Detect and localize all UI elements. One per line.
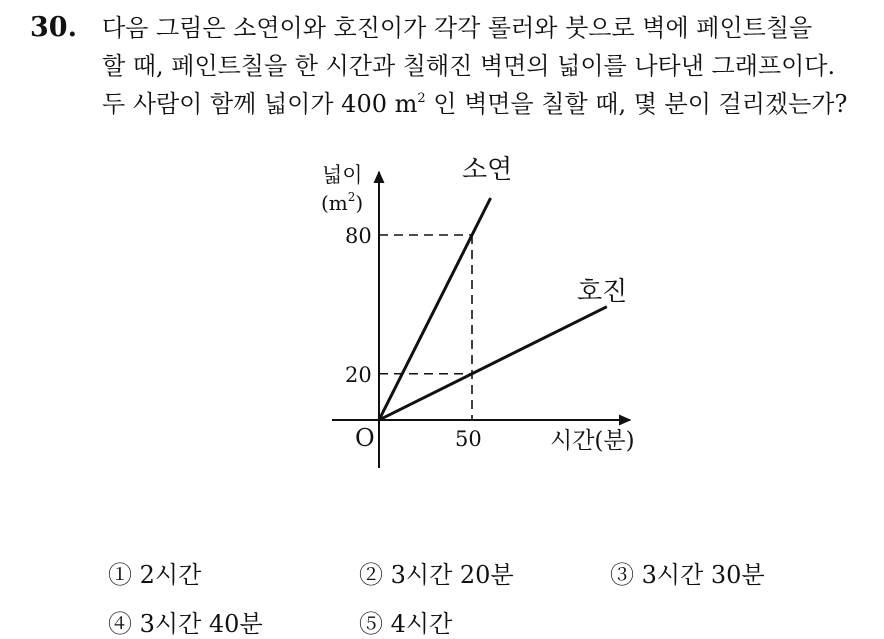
y-axis-unit-exponent: 2 [347, 190, 356, 204]
question-text-line-3-end: 인 벽면을 칠할 때, 몇 분이 걸리겠는가? [425, 90, 848, 118]
x-tick-50: 50 [455, 427, 482, 451]
question-text-line-1: 다음 그림은 소연이와 호진이가 각각 롤러와 붓으로 벽에 페인트칠을 [102, 14, 813, 42]
choice-1-mark: ① [108, 561, 132, 589]
choice-3-text: 3시간 30분 [641, 561, 765, 589]
choice-4-text: 3시간 40분 [139, 610, 263, 638]
series-label-soyeon: 소연 [462, 155, 513, 185]
choice-5[interactable] [359, 604, 452, 639]
question-text-exponent: 2 [417, 91, 426, 106]
question-text-line-2: 할 때, 페인트칠을 한 시간과 칠해진 벽면의 넓이를 나타낸 그래프이다. [102, 52, 836, 80]
choice-3[interactable] [610, 555, 765, 590]
y-tick-20: 20 [345, 363, 372, 387]
series-line-soyeon [379, 198, 491, 420]
choice-5-text: 4시간 [390, 610, 453, 638]
choice-2[interactable] [359, 555, 514, 590]
choice-1-text: 2시간 [139, 561, 202, 589]
series-line-hojin [379, 307, 607, 420]
choice-3-mark: ③ [610, 561, 634, 589]
question-number: 30. [30, 12, 77, 43]
choice-4-mark: ④ [108, 610, 132, 638]
question-text-line-3-start: 두 사람이 함께 넓이가 400 m [102, 90, 418, 118]
x-axis-label: 시간(분) [550, 428, 635, 454]
y-axis-unit-end: ) [355, 191, 364, 215]
choice-2-text: 3시간 20분 [390, 561, 514, 589]
y-axis-unit-start: (m [321, 191, 348, 215]
y-axis-label: 넓이 [322, 163, 363, 187]
choice-4[interactable] [108, 604, 263, 639]
y-axis-unit [321, 190, 363, 215]
y-tick-80: 80 [345, 224, 372, 248]
origin-label: O [355, 424, 375, 452]
choice-1[interactable] [108, 555, 201, 590]
choice-5-mark: ⑤ [359, 610, 383, 638]
series-label-hojin: 호진 [577, 277, 628, 307]
choice-2-mark: ② [359, 561, 383, 589]
